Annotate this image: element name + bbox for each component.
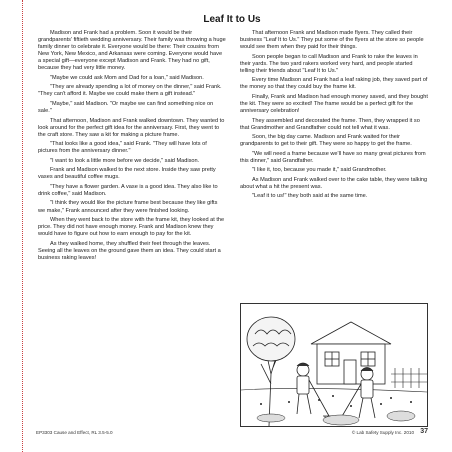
story-column-left [38, 30, 226, 264]
story-paragraph: Every time Madison and Frank had a leaf raking job, they saved part of the money so that they could buy the frame kit. [240, 77, 428, 91]
story-paragraph: Soon people began to call Madison and Frank to rake the leaves in their yards. The two yard rakers worked very hard, and people started telling their friends about "Leaf It to Us." [240, 53, 418, 74]
story-paragraph: Finally, Frank and Madison had enough money saved, and they bought the kit. They were so excited! The frame would be a perfect gift for the anniversary celebration! [240, 93, 428, 114]
story-paragraph: "They are already spending a lot of money on the dinner," said Frank. "They can't afford it. Maybe we could make them a gift instead." [38, 84, 222, 98]
story-paragraph: That afternoon Frank and Madison made flyers. They called their business "Leaf It to Us." They put some of the flyers at the store so people would see them when they paid for their things. [240, 30, 424, 51]
story-paragraph: When they went back to the store with the frame kit, they looked at the price. They did not have enough money. Frank and Madison knew they would have to figure out how to earn enough to pay for the kit. [38, 217, 225, 238]
page-title: Leaf It to Us [203, 14, 261, 25]
story-paragraph: "I like it, too, because you made it," said Grandmother. [252, 167, 387, 174]
story-paragraph: "Maybe," said Madison. "Or maybe we can find something nice on sale." [38, 100, 214, 114]
margin-line [22, 0, 23, 452]
story-paragraph: "We will need a frame because we'll have so many great pictures from this dinner," said Grandfather. [240, 150, 426, 164]
story-paragraph: They assembled and decorated the frame. Then, they wrapped it so that Grandmother and Grandfather could not tell what it was. [240, 117, 420, 131]
story-paragraph: "That looks like a good idea," said Frank. "They will have lots of pictures from the anniversary dinner." [38, 141, 207, 155]
story-paragraph: "Maybe we could ask Mom and Dad for a loan," said Madison. [50, 74, 204, 81]
story-paragraph: Soon, the big day came. Madison and Frank waited for their grandparents to get to their gift. They were so happy to get the frame. [240, 134, 412, 148]
story-paragraph: As they walked home, they shuffled their feet through the leaves. Seeing all the leaves on the ground gave them an idea. They could start a business raking leaves! [38, 240, 221, 261]
leaf-raking-scene-icon [240, 303, 428, 427]
story-paragraph: As Madison and Frank walked over to the cake table, they were talking about what a hit the present was. [240, 176, 428, 190]
story-column-right [240, 30, 428, 203]
page-number: 37 [420, 428, 428, 435]
story-paragraph: "I want to look a little more before we decide," said Madison. [50, 157, 200, 164]
footer-product-code: EP3303 Cause and Effect, RL 3.5-5.0 [36, 430, 113, 435]
footer-copyright: © Lab Safety Supply Inc. 2010 [351, 430, 414, 435]
story-paragraph: That afternoon, Madison and Frank walked downtown. They wanted to look around for the perfect gift idea for the anniversary. First, they went to the craft store. They saw a kit for making a picture frame. [38, 117, 225, 138]
story-paragraph: "Leaf it to us!" they both said at the same time. [252, 193, 368, 200]
story-paragraph: Frank and Madison walked to the next store. Inside they saw pretty vases and beautiful coffee mugs. [38, 167, 216, 181]
story-paragraph: "I think they would like the picture frame best because they like gifts we make," Frank announced after they were finished looking. [38, 200, 218, 214]
story-paragraph: Madison and Frank had a problem. Soon it would be their grandparents' fiftieth wedding anniversary. Their family was throwing a huge family dinner to celebrate it. Everyone would be there: Their cousins from New York, New Mexico, and Arkansas were coming. Everyone would have a special gift—everyone except Madison and Frank. They had no gift, because they had very little money. [38, 30, 226, 72]
story-paragraph: "They have a flower garden. A vase is a good idea. They also like to drink coffee," said Madison. [38, 183, 218, 197]
